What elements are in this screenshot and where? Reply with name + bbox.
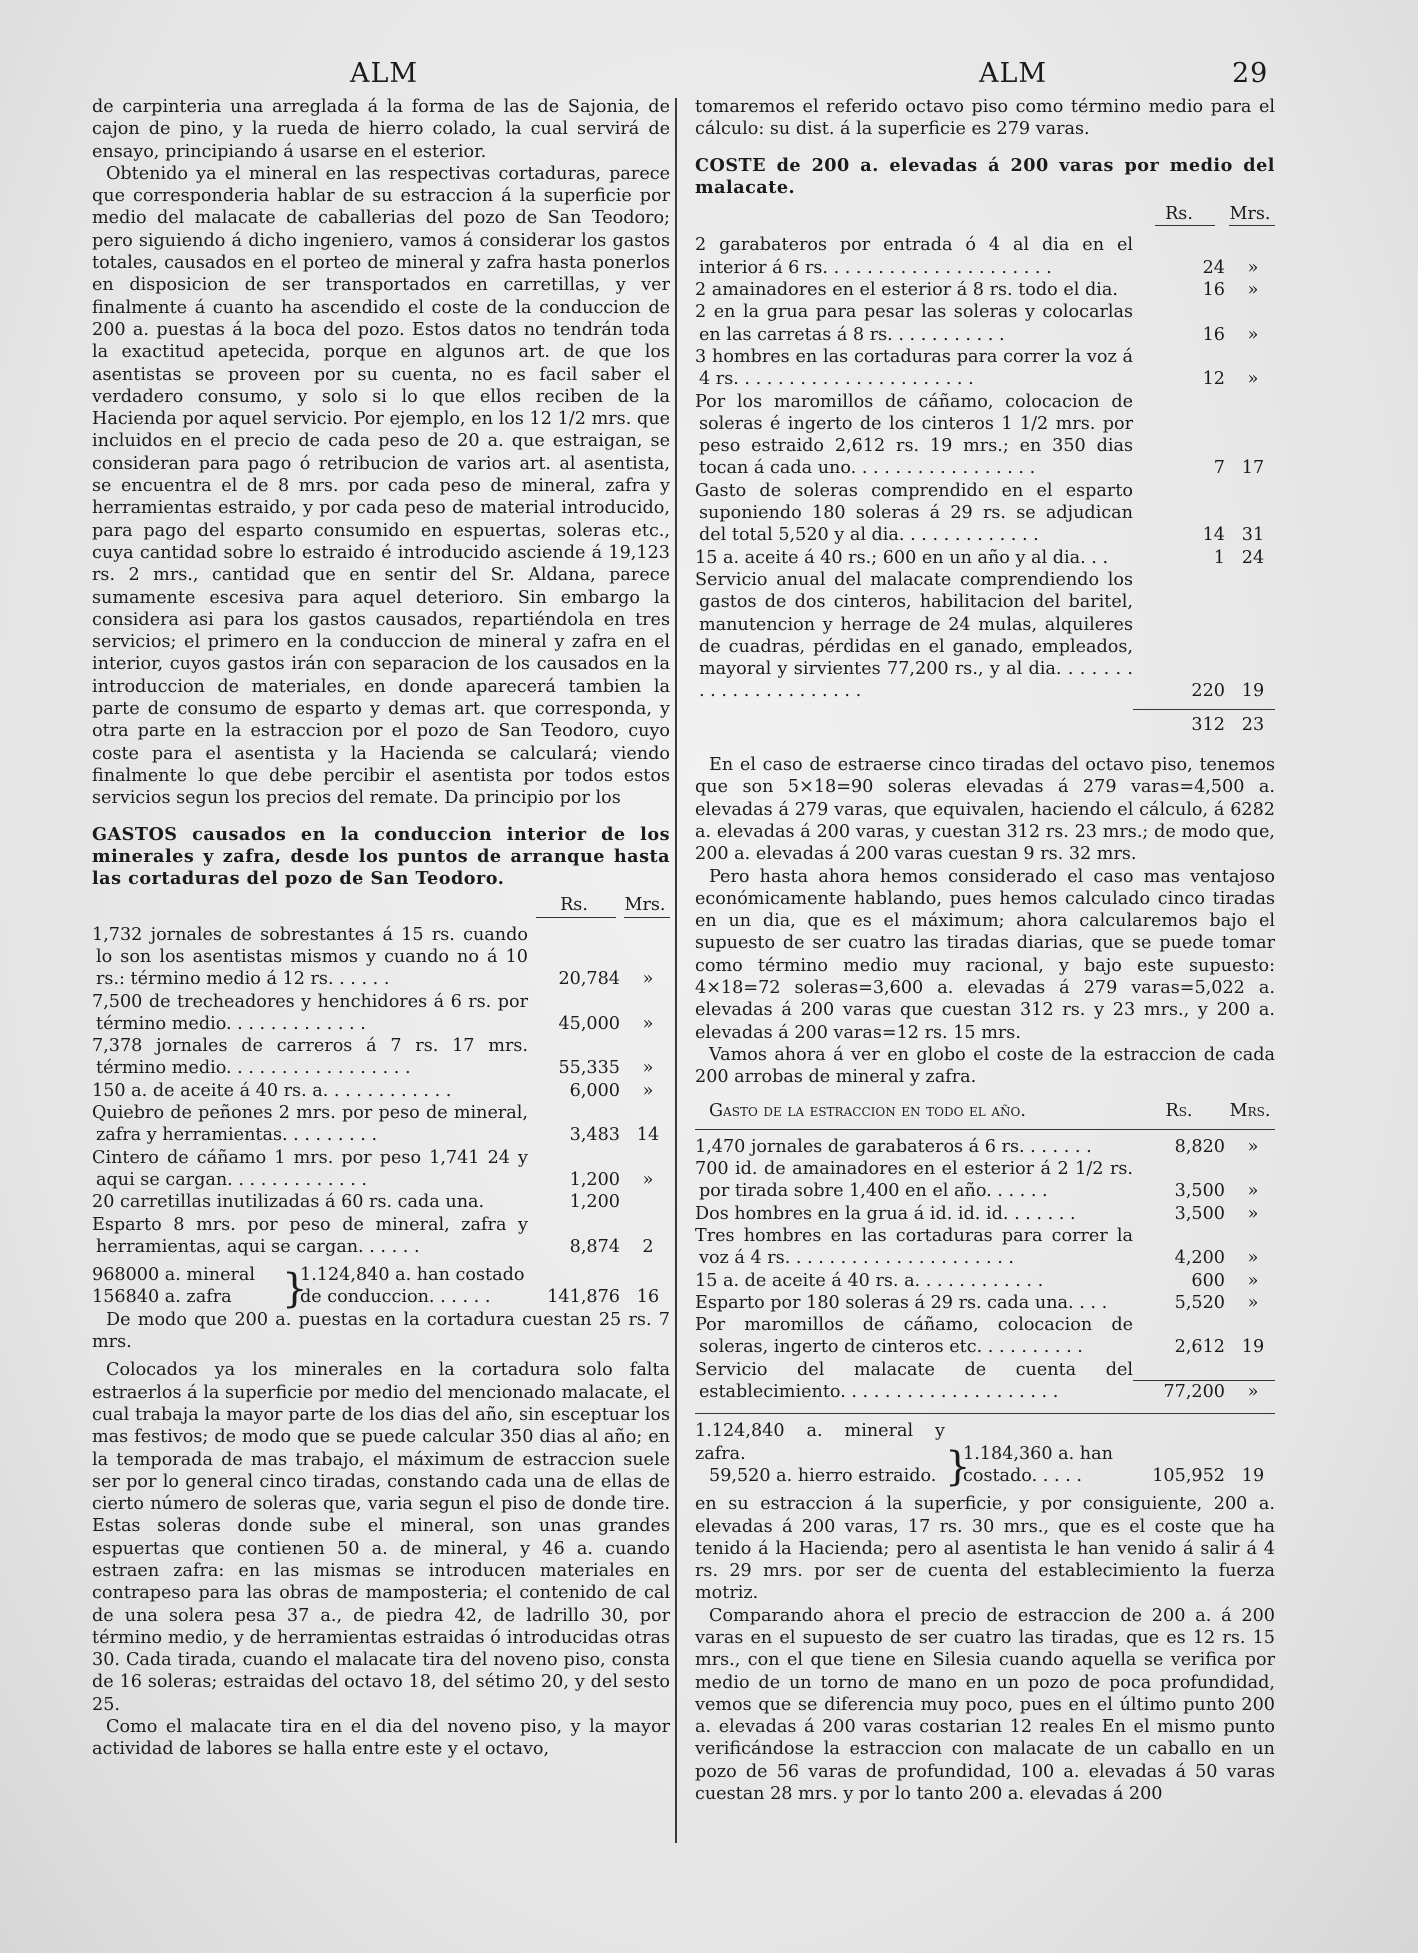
row-rs: 4,200 <box>1174 1248 1225 1269</box>
row-rs: 600 <box>1191 1270 1225 1291</box>
row-desc: Tres hombres en las cortaduras para correr la voz á 4 rs. . . . . . . . . . . . . . . . . . . . . <box>695 1225 1133 1269</box>
row-desc: Cintero de cáñamo 1 mrs. por peso 1,741 24 y aqui se cargan. . . . . . . . . . . . . <box>92 1147 528 1190</box>
table-title-rest: de 200 a. elevadas á 200 varas por medio del malacate. <box>695 154 1275 198</box>
row-desc: Servicio anual del malacate comprendiendo los gastos de dos cinteros, habilitacion del baritel, manutencion y herrage de 24 mulas, alquileres de cuadras, pérdidas en el ganado, empleados, mayoral y sirvientes 77,200 rs., y al dia. . . . . . . . . . . . . . . . . . . . . . <box>695 569 1133 702</box>
row-desc: 7,500 de trecheadores y henchidores á 6 rs. por término medio. . . . . . . . . . . . . <box>92 991 528 1034</box>
summary-mrs: 16 <box>636 1287 660 1308</box>
row-rs: 45,000 <box>558 1013 620 1034</box>
row-desc: 2 en la grua para pesar las soleras y colocarlas en las carretas á 8 rs. . . . . . . . . . . <box>695 302 1133 345</box>
table-row <box>695 1203 1275 1225</box>
row-rs: 6,000 <box>569 1080 620 1101</box>
row-desc: 2 amainadores en el esterior á 8 rs. todo el dia. <box>695 280 1118 301</box>
table-row <box>695 1270 1275 1292</box>
row-rs: 3,483 <box>569 1125 620 1146</box>
row-desc: 2 garabateros por entrada ó 4 al dia en el interior á 6 rs. . . . . . . . . . . . . . . . . . . . . <box>695 235 1133 278</box>
table-row <box>695 1314 1275 1359</box>
summary-right <box>963 1443 1133 1488</box>
row-mrs: » <box>642 1080 654 1101</box>
row-desc: Por maromillos de cáñamo, colocacion de soleras, ingerto de cinteros etc. . . . . . . . . . <box>695 1315 1133 1358</box>
row-mrs: 17 <box>1241 458 1265 479</box>
paragraph: En el caso de estraerse cinco tiradas del octavo piso, tenemos que son 5×18=90 soleras elevadas á 279 varas=4,500 a. elevadas á 279 varas, que equivalen, haciendo el cálculo, á 6282 a. elevadas á 200 varas, y cuestan 312 rs. 23 mrs.; de modo que, 200 a. elevadas á 200 varas cuestan 9 rs. 32 mrs. <box>695 755 1275 865</box>
row-mrs: » <box>642 1058 654 1079</box>
row-desc: 7,378 jornales de carreros á 7 rs. 17 mrs. término medio. . . . . . . . . . . . . . . . . <box>92 1036 528 1079</box>
table-header <box>92 894 670 916</box>
row-mrs: » <box>1247 1248 1259 1269</box>
row-desc: Esparto 8 mrs. por peso de mineral, zafra y herramientas, aqui se cargan. . . . . . <box>92 1214 528 1257</box>
row-mrs: » <box>642 969 654 990</box>
col-header-rs: Rs. <box>1165 204 1193 225</box>
col-header-mrs: Mrs. <box>1229 1101 1271 1122</box>
running-head-right: ALM <box>979 58 1048 89</box>
table-row <box>92 924 670 991</box>
paragraph: en su estraccion á la superficie, y por consiguiente, 200 a. elevadas á 200 varas, 17 rs. 30 mrs., que es el coste que ha tenido á la Hacienda; pero al asentista le han venido á salir á 4 rs. 29 mrs. por ser de cuenta del establecimiento la fuerza motriz. <box>695 1494 1275 1604</box>
row-mrs: 2 <box>642 1236 654 1257</box>
total-mrs: 23 <box>1231 709 1275 736</box>
summary-line: 156840 a. zafra <box>92 1287 232 1308</box>
row-desc: Gasto de soleras comprendido en el esparto suponiendo 180 soleras á 29 rs. se adjudican del total 5,520 y al dia. . . . . . . . . . . . . <box>695 480 1133 546</box>
table-row <box>695 1225 1275 1270</box>
table-row <box>92 991 670 1036</box>
table-row <box>695 346 1275 391</box>
table-total <box>695 709 1275 736</box>
table-row <box>695 391 1275 480</box>
table-title <box>92 824 670 891</box>
row-mrs: » <box>1247 1292 1259 1313</box>
row-desc: 3 hombres en las cortaduras para correr la voz á 4 rs. . . . . . . . . . . . . . . . . . . . . . <box>695 346 1133 390</box>
row-desc: Por los maromillos de cáñamo, colocacion de soleras é ingerto de los cinteros 1 1/2 mrs. por peso estraido 2,612 rs. 19 mrs.; en 350 dias tocan á cada uno. . . . . . . . . . . . . . . . . <box>695 391 1133 479</box>
row-rs: 5,520 <box>1174 1292 1225 1313</box>
table-rows <box>695 1136 1275 1404</box>
table-header <box>695 203 1275 225</box>
table-row <box>695 1136 1275 1158</box>
row-mrs: » <box>1247 324 1259 345</box>
row-rs: 7 <box>1213 458 1225 479</box>
table-title-lead: COSTE <box>695 154 767 176</box>
table-row <box>92 1191 670 1213</box>
row-mrs: » <box>1247 1181 1259 1202</box>
row-desc: 15 a. aceite á 40 rs.; 600 en un año y al dia. . . <box>695 547 1109 568</box>
table-row <box>92 1080 670 1102</box>
total-rs: 312 <box>1133 709 1231 736</box>
table-row <box>695 480 1275 547</box>
paragraph: Como el malacate tira en el dia del noveno piso, y la mayor actividad de labores se halla entre este y el octavo, <box>92 1717 670 1760</box>
paragraph: Vamos ahora á ver en globo el coste de la estraccion de cada 200 arrobas de mineral y zafra. <box>695 1044 1275 1088</box>
table-row <box>695 279 1275 301</box>
paragraph: De modo que 200 a. puestas en la cortadura cuestan 25 rs. 7 mrs. <box>92 1309 670 1353</box>
paragraph: Pero hasta ahora hemos considerado el caso mas ventajoso económicamente hablando, pues hemos calculado cinco tiradas en un dia, que es el máximum; ahora calcularemos bajo el supuesto de ser cuatro las tiradas diarias, que se puede tomar como término medio muy racional, y bajo este supuesto: 4×18=72 soleras=3,600 a. elevadas á 279 varas=5,022 a. elevadas á 200 varas que cuestan 312 rs. y 23 mrs., y 200 a. elevadas á 200 varas=12 rs. 15 mrs. <box>695 866 1275 1043</box>
running-head-left: ALM <box>350 58 419 89</box>
row-desc: 150 a. de aceite á 40 rs. a. . . . . . . . . . . . <box>92 1080 452 1101</box>
table-row <box>92 1147 670 1192</box>
summary-mrs: 19 <box>1241 1465 1265 1486</box>
row-desc: Servicio del malacate de cuenta del establecimiento. . . . . . . . . . . . . . . . . . . . <box>695 1359 1133 1403</box>
row-rs: 220 <box>1191 681 1225 702</box>
page-number: 29 <box>1232 58 1269 89</box>
column-divider <box>675 98 677 1843</box>
summary-line: 1.184,360 a. han <box>963 1443 1113 1464</box>
row-mrs: » <box>1247 257 1259 278</box>
row-desc: 1,470 jornales de garabateros á 6 rs. . . . . . . <box>695 1136 1092 1157</box>
table-title-lead: GASTOS <box>92 823 178 845</box>
row-rs: 8,820 <box>1174 1136 1225 1157</box>
table-row <box>695 569 1275 703</box>
paragraph: Comparando ahora el precio de estraccion de 200 a. á 200 varas en el supuesto de ser cuatro las tiradas, que es 12 rs. 15 mrs., con el que tiene en Silesia cuando aquella se verifica por medio de un torno de mano en un pozo de poca profundidad, vemos que se diferencia muy poco, pues en el último punto 200 a. elevadas á 200 varas costarian 12 reales En el mismo punto verificándose la estraccion con malacate de un caballo en un pozo de 56 varas de profundidad, 100 a. elevadas á 50 varas cuestan 28 mrs. y por lo tanto 200 a. elevadas á 200 <box>695 1605 1275 1805</box>
row-rs: 1,200 <box>569 1169 620 1190</box>
col-header-rs: Rs. <box>1165 1101 1193 1122</box>
row-mrs: 19 <box>1241 681 1265 702</box>
table-row <box>695 547 1275 569</box>
row-rs: 16 <box>1202 280 1225 301</box>
row-rs: 24 <box>1202 257 1225 278</box>
row-rs: 77,200 <box>1133 1380 1231 1403</box>
summary-left <box>92 1264 282 1309</box>
row-desc: 15 a. de aceite á 40 rs. a. . . . . . . . . . . . <box>695 1270 1044 1291</box>
table-summary <box>92 1264 670 1312</box>
summary-right <box>300 1264 528 1309</box>
col-header-rs: Rs. <box>560 895 588 916</box>
row-desc: 1,732 jornales de sobrestantes á 15 rs. cuando lo son los asentistas mismos y cuando no á 10 rs.: término medio á 12 rs. . . . . . <box>92 924 528 990</box>
table-title <box>695 155 1275 200</box>
row-mrs: 31 <box>1241 525 1265 546</box>
brace: } <box>945 1444 971 1491</box>
table-rows <box>92 924 670 1258</box>
table-row <box>695 234 1275 279</box>
row-rs: 3,500 <box>1174 1203 1225 1224</box>
row-mrs: 14 <box>636 1125 660 1146</box>
table-rows <box>695 234 1275 702</box>
header-rule <box>695 225 1275 226</box>
row-desc: Esparto por 180 soleras á 29 rs. cada una. . . . <box>695 1292 1108 1313</box>
row-rs: 16 <box>1202 324 1225 345</box>
row-rs: 14 <box>1202 525 1225 546</box>
header-rule <box>92 917 670 918</box>
summary-line: 1.124,840 a. mineral y zafra. <box>695 1421 945 1464</box>
table-row <box>695 1292 1275 1314</box>
row-mrs: » <box>642 1013 654 1034</box>
row-rs: 3,500 <box>1174 1181 1225 1202</box>
row-mrs: 19 <box>1241 1337 1265 1358</box>
row-mrs: » <box>1247 1270 1259 1291</box>
row-rs: 1,200 <box>569 1192 620 1213</box>
table-row <box>695 301 1275 346</box>
row-rs: 8,874 <box>569 1236 620 1257</box>
row-desc: 20 carretillas inutilizadas á 60 rs. cada una. <box>92 1192 485 1213</box>
summary-line: de conduccion. . . . . . <box>300 1287 491 1308</box>
row-mrs: » <box>642 1169 654 1190</box>
table-row <box>92 1035 670 1080</box>
row-mrs: » <box>1247 1136 1259 1157</box>
summary-rs: 105,952 <box>1152 1465 1225 1486</box>
row-rs: 1 <box>1213 547 1225 568</box>
summary-rs: 141,876 <box>547 1287 620 1308</box>
row-rs: 2,612 <box>1174 1337 1225 1358</box>
table-header <box>695 1100 1275 1129</box>
row-desc: 700 id. de amainadores en el esterior á 2 1/2 rs. por tirada sobre 1,400 en el año. . . . . . <box>695 1159 1133 1202</box>
paragraph: tomaremos el referido octavo piso como término medio para el cálculo: su dist. á la superficie es 279 varas. <box>695 97 1275 140</box>
paragraph: Colocados ya los minerales en la cortadura solo falta estraerlos á la superficie por medio del mencionado malacate, el cual trabaja la mayor parte de los dias del año, sin esceptuar los mas festivos; de modo que se puede calcular 350 dias al año; en la temporada de mas trabajo, el máximum de estraccion suele ser por lo general cinco tiradas, constando cada una de ellas de cierto número de soleras que, varia segun el piso de donde tire. Estas soleras donde sube el mineral, son unas grandes espuertas que contienen 50 a. de mineral, y 46 a. cuando estraen zafra: en las mismas se introducen materiales en contrapeso para las obras de mamposteria; el contenido de cal de una solera pesa 37 a., de piedra 42, de ladrillo 30, por término medio, y de herramientas estraidas ó introducidas otras 30. Cada tirada, cuando el malacate tira del noveno piso, consta de 16 soleras; estraidas del octavo 18, del sétimo 20, y del sesto 25. <box>92 1360 670 1715</box>
row-mrs: 24 <box>1241 547 1265 568</box>
row-rs: 20,784 <box>558 969 620 990</box>
summary-line: 1.124,840 a. han costado <box>300 1265 525 1286</box>
table-row <box>695 1158 1275 1203</box>
table-row <box>695 1359 1275 1404</box>
col-header-mrs: Mrs. <box>624 895 666 916</box>
left-column <box>92 96 670 1761</box>
summary-left <box>695 1420 945 1487</box>
summary-line: costado. . . . . <box>963 1465 1082 1486</box>
summary-line: 59,520 a. hierro estraido. <box>709 1465 937 1486</box>
row-mrs: » <box>1247 1203 1259 1224</box>
table-row <box>92 1214 670 1259</box>
row-mrs: » <box>1247 280 1259 301</box>
row-rs: 55,335 <box>558 1058 620 1079</box>
row-desc: Quiebro de peñones 2 mrs. por peso de mineral, zafra y herramientas. . . . . . . . . <box>92 1103 528 1146</box>
row-desc: Dos hombres en la grua á id. id. id. . . . . . . <box>695 1203 1076 1224</box>
table-summary <box>695 1413 1275 1491</box>
row-rs: 12 <box>1202 369 1225 390</box>
brace: } <box>282 1265 308 1312</box>
col-header-mrs: Mrs. <box>1229 204 1271 225</box>
paragraph: de carpinteria una arreglada á la forma de las de Sajonia, de cajon de pino, y la rueda de hierro colado, la cual servirá de ensayo, principiando á usarse en el esterior. <box>92 97 670 162</box>
right-column <box>695 96 1275 1805</box>
paragraph: Obtenido ya el mineral en las respectivas cortaduras, parece que corresponderia hablar de su estraccion á la superficie por medio del malacate de caballerias del pozo de San Teodoro; pero siguiendo á dicho ingeniero, vamos á considerar los gastos totales, causados en el porteo de mineral y zafra hasta ponerlos en disposicion de ser transportados en carretillas, y ver finalmente á cuanto ha ascendido el coste de la conduccion de 200 a. puestas á la boca del pozo. Estos datos no tendrán toda la exactitud apetecida, porque en algunos art. de que los asentistas se proveen por su cuenta, no es facil saber el verdadero consumo, y solo si lo que ellos reciben de la Hacienda por aquel servicio. Por ejemplo, en los 12 1/2 mrs. que incluidos en el precio de cada peso de 20 a. que estraigan, se consideran para pago ó retribucion de varios art. al asentista, se encuentra el de 8 mrs. por cada peso de mineral, zafra y herramientas estraido, y por cada peso de material introducido, para pago del esparto consumido en espuertas, soleras etc., cuya cantidad sobre lo estraido é introducido asciende á 19,123 rs. 2 mrs., cantidad que en sentir del Sr. Aldana, parece sumamente escesiva para aquel deterioro. Sin embargo la considera asi para los gastos causados, repartiéndola en tres servicios; el primero en la conduccion de mineral y zafra en el interior, cuyos gastos irán con separacion de los causados en la introduccion de materiales, en donde aparecerá tambien la parte de consumo de esparto y demas art. que corresponda, y otra parte en la estraccion por el pozo de San Teodoro, cuyo coste para el asentista y la Hacienda se calculará; viendo finalmente lo que debe percibir el asentista por todos estos servicios segun los precios del remate. Da principio por los <box>92 163 670 809</box>
table-title-rest: causados en la conduccion interior de los minerales y zafra, desde los puntos de arranque hasta las cortaduras del pozo de San Teodoro. <box>92 823 670 890</box>
row-mrs: » <box>1247 369 1259 390</box>
table-row <box>92 1102 670 1147</box>
summary-line: 968000 a. mineral <box>92 1265 256 1286</box>
table-title: Gasto de la estraccion en todo el año. <box>709 1101 1026 1122</box>
row-mrs: » <box>1231 1380 1275 1403</box>
